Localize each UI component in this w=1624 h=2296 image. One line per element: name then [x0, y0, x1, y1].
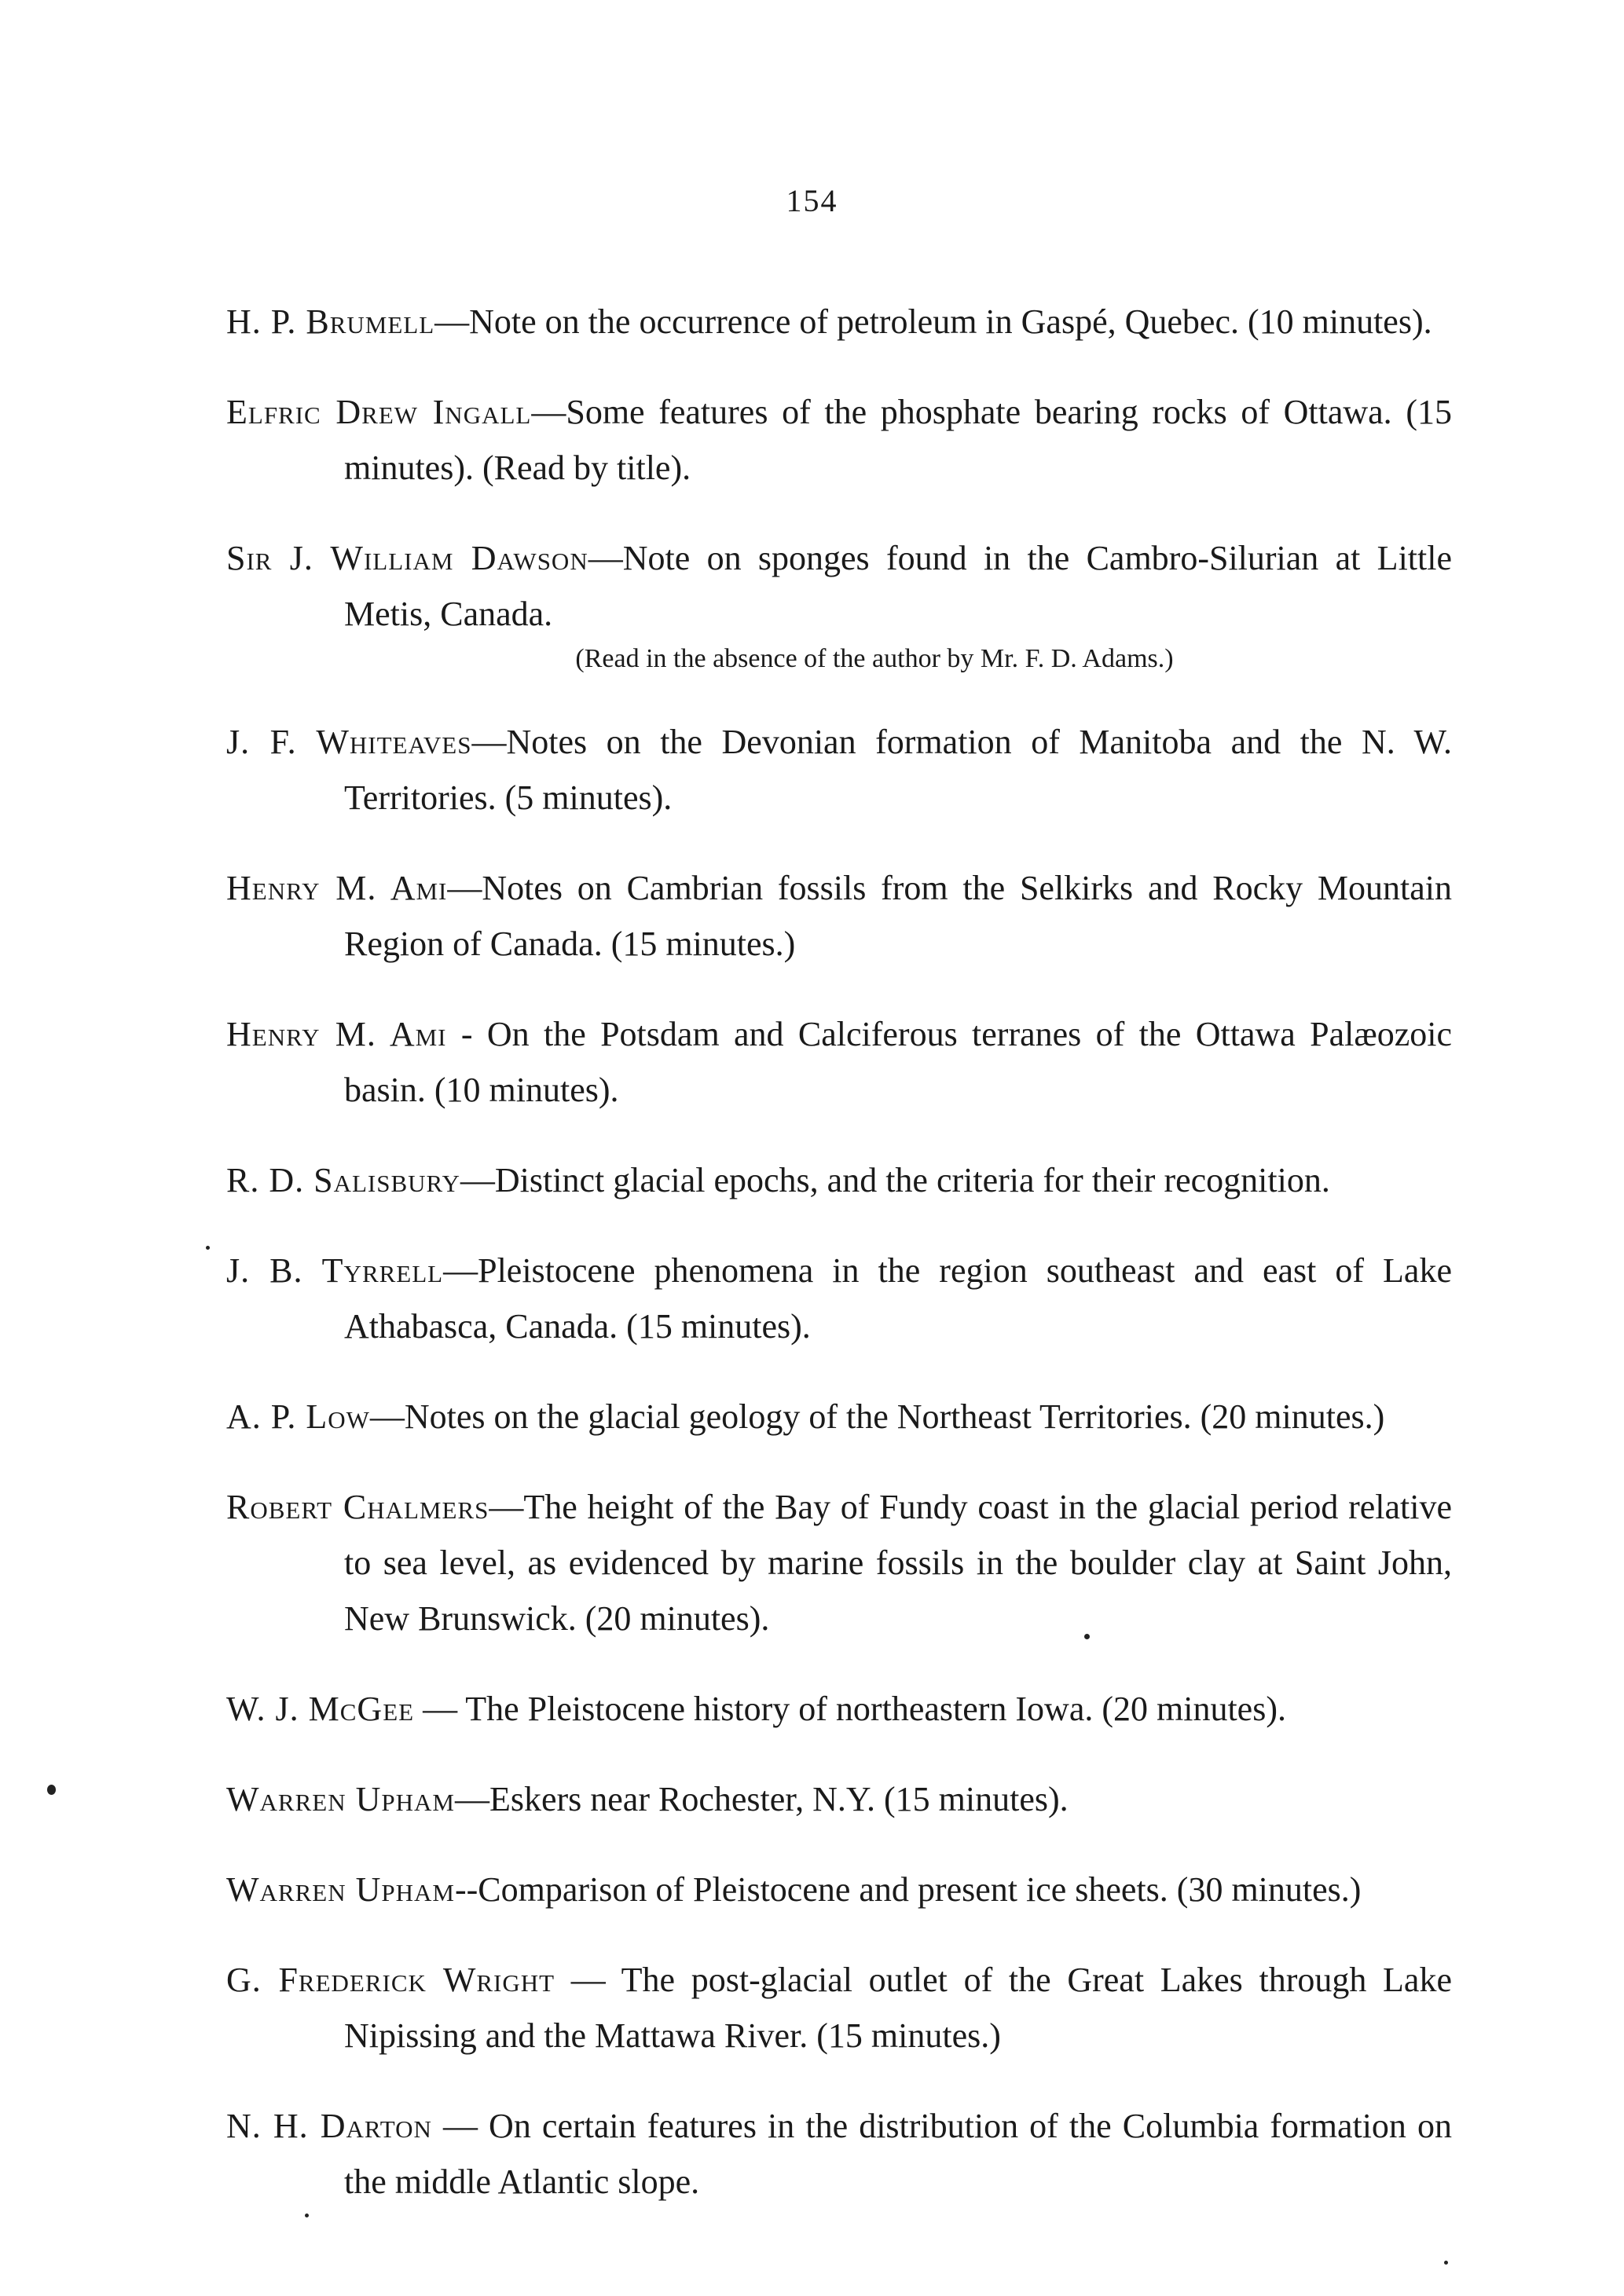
- paper-entry: [226, 714, 1452, 826]
- entry-author: Elfric Drew Ingall: [226, 393, 532, 431]
- entry-title: — The Pleistocene history of northeastern Iowa. (20 minutes).: [414, 1690, 1286, 1728]
- scan-speck: [47, 1785, 56, 1795]
- paper-entry: [226, 1862, 1452, 1917]
- entry-author: H. P. Brumell: [226, 302, 435, 341]
- paper-entry: [226, 2098, 1452, 2210]
- entry-title: —Some features of the phosphate bearing rocks of Ottawa. (15 minutes). (Read by title).: [344, 393, 1452, 487]
- page-number: 154: [786, 183, 838, 218]
- entry-title: —Note on the occurrence of petroleum in Gaspé, Quebec. (10 minutes).: [434, 302, 1432, 341]
- entry-author: J. B. Tyrrell: [226, 1251, 444, 1290]
- entry-author: Henry M. Ami: [226, 1015, 447, 1053]
- paper-entry: [226, 860, 1452, 972]
- entry-author: J. F. Whiteaves: [226, 723, 472, 761]
- scan-speck: [206, 1246, 210, 1250]
- entry-author: R. D. Salisbury: [226, 1161, 460, 1199]
- scan-speck: [305, 2214, 309, 2217]
- entry-title: - On the Potsdam and Calciferous terranes of the Ottawa Palæozoic basin. (10 minutes).: [344, 1015, 1453, 1109]
- paper-entry: [226, 1006, 1452, 1118]
- entry-author: Sir J. William Dawson: [226, 539, 588, 577]
- paper-entry: [226, 1952, 1452, 2063]
- entry-note: (Read in the absence of the author by Mr. F. D. Adams.): [575, 644, 1174, 673]
- entry-title: —The height of the Bay of Fundy coast in the glacial period relative to sea level, as evidenced by marine fossils in the boulder clay at Saint John, New Brunswick. (20 minutes).: [344, 1488, 1452, 1638]
- entry-title: — The post-glacial outlet of the Great Lakes through Lake Nipissing and the Mattawa River. (15 minutes.): [344, 1961, 1452, 2055]
- paper-entry: [226, 1681, 1452, 1737]
- entry-author: Warren Upham: [226, 1780, 455, 1818]
- entry-title: —Note on sponges found in the Cambro-Silurian at Little Metis, Canada.: [344, 539, 1452, 633]
- paper-entry: [226, 294, 1452, 350]
- entry-author: G. Frederick Wright: [226, 1961, 555, 1999]
- entry-title: —Distinct glacial epochs, and the criteria for their recognition.: [460, 1161, 1330, 1199]
- entry-author: N. H. Darton: [226, 2107, 432, 2145]
- entry-title: —Notes on the glacial geology of the Northeast Territories. (20 minutes.): [369, 1397, 1385, 1436]
- entry-title: —Eskers near Rochester, N.Y. (15 minutes).: [454, 1780, 1069, 1818]
- paper-entry: [226, 1771, 1452, 1827]
- paper-entry: [226, 1152, 1452, 1208]
- entry-title: —Notes on the Devonian formation of Manitoba and the N. W. Territories. (5 minutes).: [344, 723, 1452, 817]
- paper-entry: [226, 1479, 1452, 1646]
- entry-author: Robert Chalmers: [226, 1488, 489, 1526]
- entry-author: W. J. McGee: [226, 1690, 415, 1728]
- entry-title: — On certain features in the distribution of the Columbia formation on the middle Atlantic slope.: [344, 2107, 1453, 2201]
- paper-entry: [226, 1243, 1452, 1354]
- paper-entry: [226, 530, 1452, 679]
- scan-speck: [1444, 2261, 1448, 2265]
- paper-entry: [226, 384, 1452, 496]
- scan-speck: [1084, 1634, 1090, 1639]
- entry-title: --Comparison of Pleistocene and present ice sheets. (30 minutes.): [454, 1870, 1362, 1909]
- entry-author: Henry M. Ami: [226, 869, 448, 907]
- paper-list: [226, 259, 1452, 2217]
- paper-entry: [226, 1389, 1452, 1445]
- entry-author: Warren Upham: [226, 1870, 455, 1909]
- entry-author: A. P. Low: [226, 1397, 370, 1436]
- entry-title: —Pleistocene phenomena in the region southeast and east of Lake Athabasca, Canada. (15 minutes).: [344, 1251, 1452, 1346]
- entry-title: —Notes on Cambrian fossils from the Selkirks and Rocky Mountain Region of Canada. (15 minutes.): [344, 869, 1453, 963]
